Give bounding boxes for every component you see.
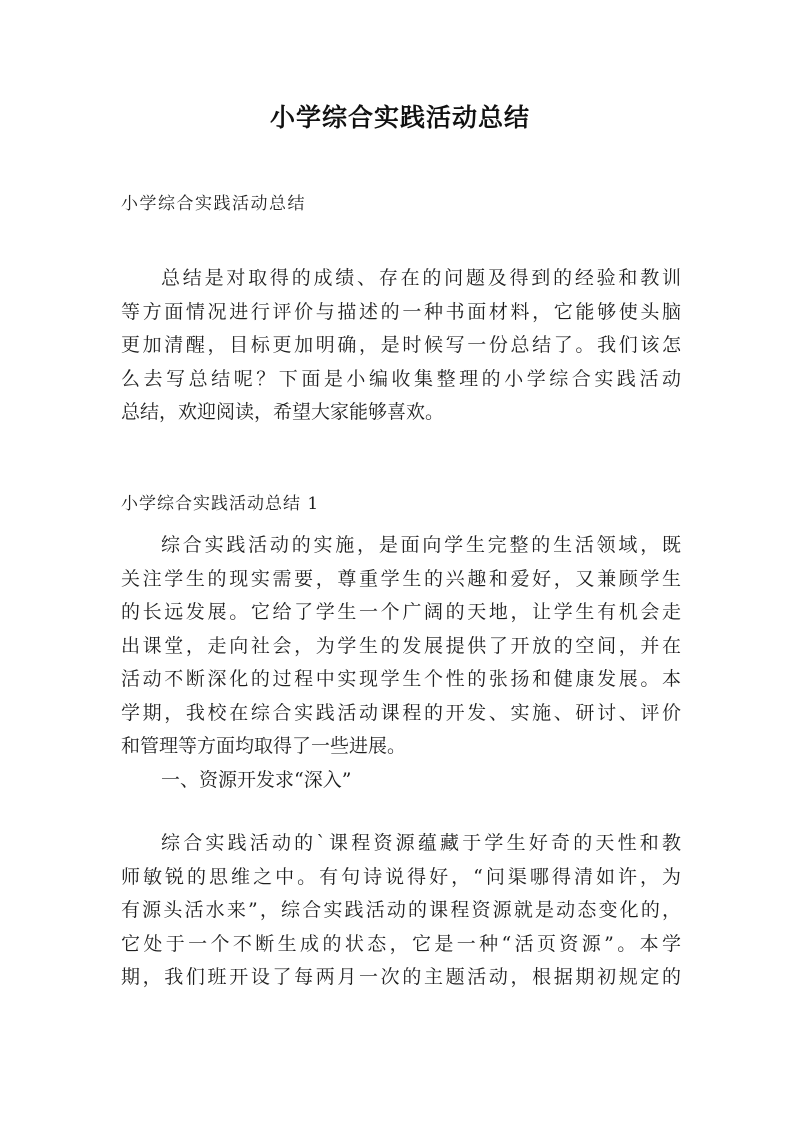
paragraph-line: 学期，我校在综合实践活动课程的开发、实施、研讨、评价 (121, 701, 681, 724)
paragraph-line: 出课堂，走向社会，为学生的发展提供了开放的空间，并在 (121, 634, 681, 657)
intro-line: 等方面情况进行评价与描述的一种书面材料，它能够使头脑 (121, 300, 681, 323)
section-1-paragraph-2 (121, 827, 681, 995)
paragraph-line: 综合实践活动的实施，是面向学生完整的生活领域，既 (161, 534, 681, 556)
paragraph-line: 有源头活水来”，综合实践活动的课程资源就是动态变化的， (121, 899, 681, 921)
section-1-title: 小学综合实践活动总结 1 (121, 494, 320, 514)
subheading-block (121, 764, 681, 798)
paragraph-line: 和管理等方面均取得了一些进展。 (121, 735, 407, 757)
paragraph-line: 关注学生的现实需要，尊重学生的兴趣和爱好，又兼顾学生 (121, 567, 681, 590)
intro-line: 总结是对取得的成绩、存在的问题及得到的经验和教训 (161, 267, 681, 289)
intro-line: 总结，欢迎阅读，希望大家能够喜欢。 (121, 401, 445, 423)
paragraph-line: 的长远发展。它给了学生一个广阔的天地，让学生有机会走 (121, 601, 681, 623)
intro-line: 么去写总结呢？下面是小编收集整理的小学综合实践活动 (121, 367, 681, 390)
intro-paragraph (121, 262, 681, 430)
document-title: 小学综合实践活动总结 (269, 103, 530, 132)
paragraph-line: 综合实践活动的`课程资源蕴藏于学生好奇的天性和教 (161, 832, 681, 854)
intro-line: 更加清醒，目标更加明确，是时候写一份总结了。我们该怎 (121, 334, 681, 356)
paragraph-line: 师敏锐的思维之中。有句诗说得好，“问渠哪得清如许，为 (121, 865, 681, 888)
section-1-title-block (121, 488, 681, 522)
subheading-resource-development: 一、资源开发求“深入” (161, 769, 352, 791)
paragraph-line: 活动不断深化的过程中实现学生个性的张扬和健康发展。本 (121, 668, 681, 690)
section-1-paragraph (121, 529, 681, 764)
document-subtitle: 小学综合实践活动总结 (121, 194, 306, 214)
paragraph-line: 它处于一个不断生成的状态，它是一种“活页资源”。本学 (121, 932, 681, 955)
paragraph-line: 期，我们班开设了每两月一次的主题活动，根据期初规定的 (121, 966, 681, 988)
